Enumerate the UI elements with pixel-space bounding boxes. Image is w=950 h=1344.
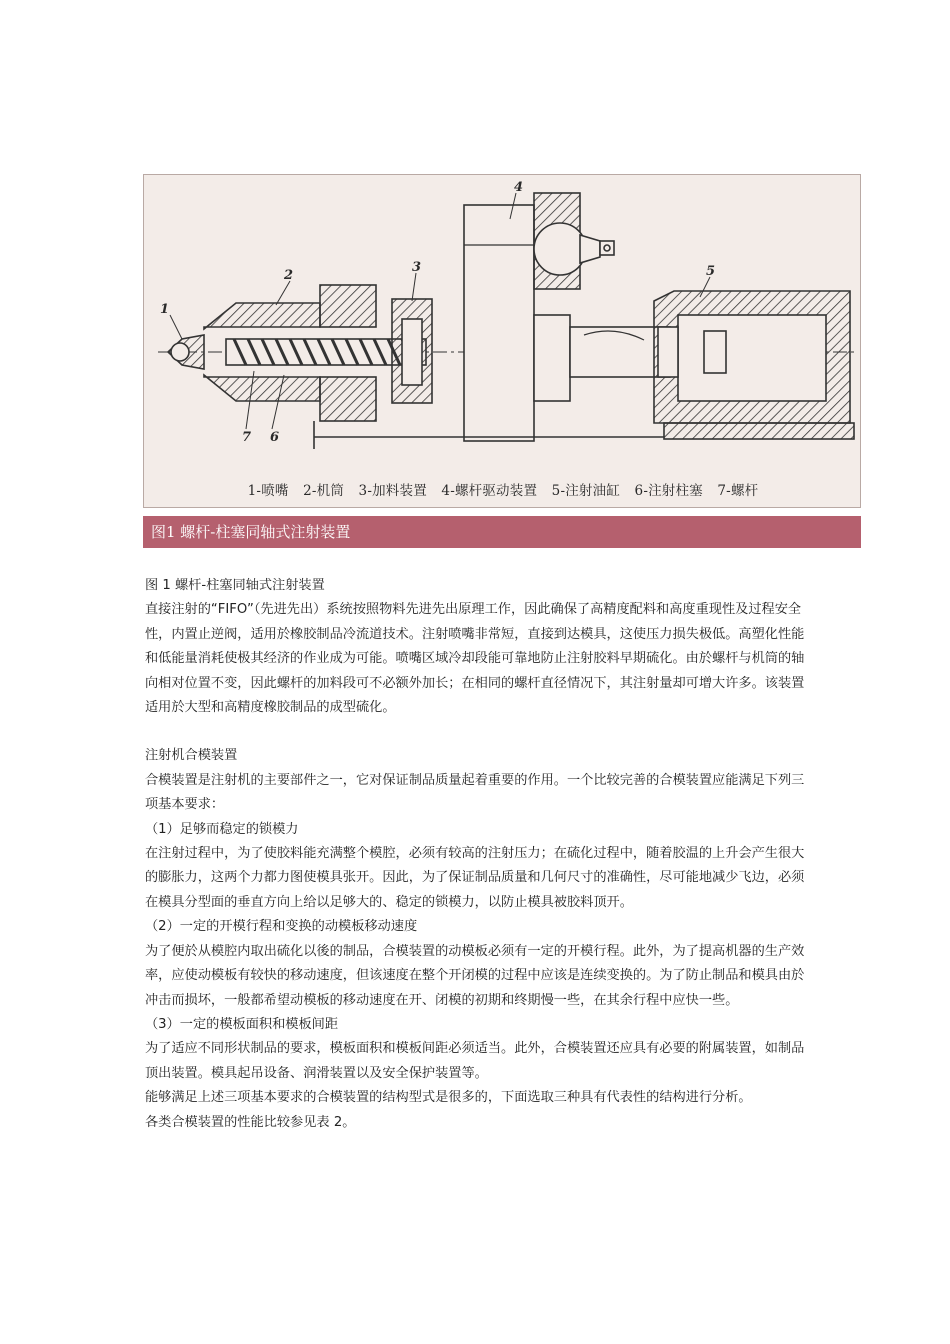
part-label-5: 5	[706, 264, 716, 279]
paragraph: 直接注射的“FIFO”（先进先出）系统按照物料先进先出原理工作，因此确保了高精度配料和高度重现性及过程安全性，内置止逆阀，适用於橡胶制品冷流道技术。注射喷嘴非常短，直接到达模具，这使压力损失极低。高塑化性能和低能量消耗使极其经济的作业成为可能。喷嘴区域冷却段能可靠地防止注射胶料早期硫化。由於螺杆与机筒的轴向相对位置不变，因此螺杆的加料段可不必额外加长；在相同的螺杆直径情况下，其注射量却可增大许多。该装置适用於大型和高精度橡胶制品的成型硫化。	[145, 602, 805, 716]
part-label-3: 3	[412, 260, 422, 275]
article-body	[145, 574, 817, 1135]
legend-item: 3-加料装置	[358, 483, 427, 499]
part-label-2: 2	[284, 268, 294, 283]
part-label-7: 7	[242, 430, 252, 445]
legend-item: 2-机筒	[303, 483, 345, 499]
paragraph: 合模装置是注射机的主要部件之一，它对保证制品质量起着重要的作用。一个比较完善的合模装置应能满足下列三项基本要求：	[145, 772, 805, 813]
figure	[143, 174, 861, 548]
part-label-6: 6	[270, 430, 280, 445]
figure-caption: 图 1 螺杆-柱塞同轴式注射装置	[145, 578, 325, 593]
part-label-1: 1	[160, 302, 170, 317]
section-heading: 注射机合模装置	[145, 748, 238, 764]
paragraph: 在注射过程中，为了使胶料能充满整个模腔，必须有较高的注射压力；在硫化过程中，随着胶温的上升会产生很大的膨胀力，这两个力都力图使模具张开。因此，为了保证制品质量和几何尺寸的准确性，尽可能地减少飞边，必须在模具分型面的垂直方向上给以足够大的、稳定的锁模力，以防止模具被胶料顶开。	[145, 846, 805, 910]
legend-item: 6-注射柱塞	[634, 483, 703, 499]
paragraph: 为了适应不同形状制品的要求，模板面积和模板间距必须适当。此外，合模装置还应具有必要的附属装置，如制品顶出装置。模具起吊设备、润滑装置以及安全保护装置等。	[145, 1041, 805, 1081]
legend-item: 4-螺杆驱动装置	[441, 483, 538, 499]
requirement-heading: （1）足够而稳定的锁模力	[145, 821, 299, 837]
paragraph: 为了便於从模腔内取出硫化以後的制品，合模装置的动模板必须有一定的开模行程。此外，为了提高机器的生产效率，应使动模板有较快的移动速度，但该速度在整个开闭模的过程中应该是连续变换的。为了防止制品和模具由於冲击而损坏，一般都希望动模板的移动速度在开、闭模的初期和终期慢一些，在其余行程中应快一些。	[145, 943, 805, 1008]
injection-unit-drawing	[143, 174, 861, 508]
requirement-heading: （2）一定的开模行程和变换的动模板移动速度	[145, 919, 418, 935]
paragraph: 能够满足上述三项基本要求的合模装置的结构型式是很多的，下面选取三种具有代表性的结构进行分析。	[145, 1090, 752, 1106]
legend-item: 7-螺杆	[717, 483, 759, 499]
figure-legend	[144, 479, 862, 499]
legend-item: 5-注射油缸	[551, 483, 621, 499]
requirement-heading: （3）一定的模板面积和模板间距	[145, 1016, 339, 1032]
part-label-4: 4	[514, 180, 524, 195]
figure-caption-banner: 图1 螺杆-柱塞同轴式注射装置	[143, 516, 861, 548]
legend-item: 1-喷嘴	[247, 483, 289, 499]
paragraph: 各类合模装置的性能比较参见表 2。	[145, 1114, 356, 1130]
technical-drawing	[144, 175, 862, 509]
